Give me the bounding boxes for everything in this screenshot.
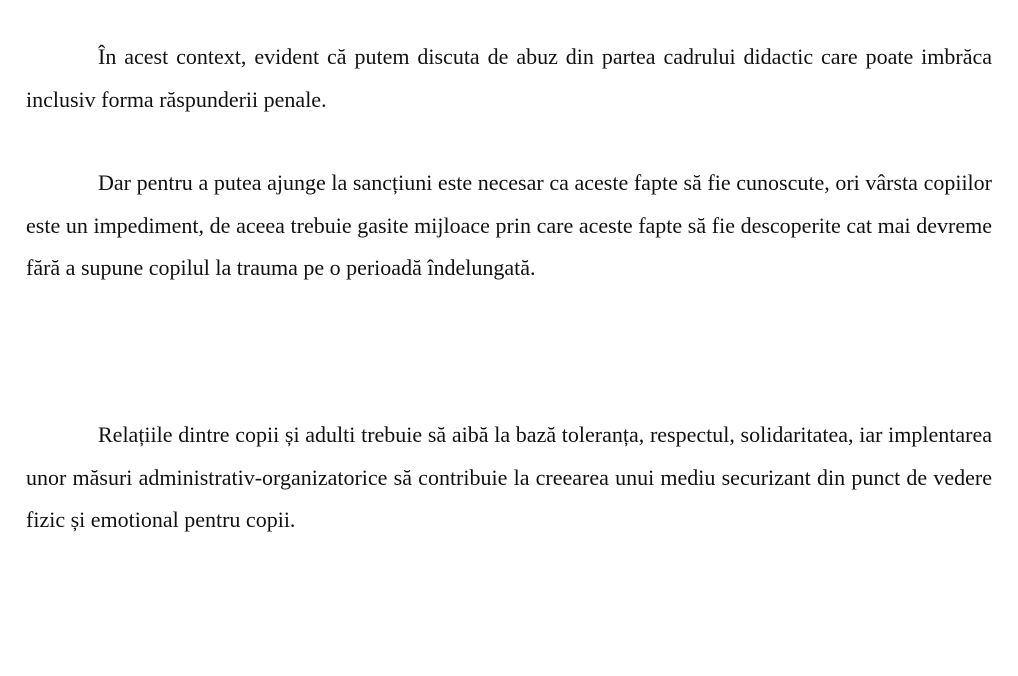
paragraph-abuse-context: În acest context, evident că putem discuta de abuz din partea cadrului didactic care poate imbrăca inclusiv forma răspunderii penale. <box>26 44 992 112</box>
paragraph-relationships: Relațiile dintre copii și adulti trebuie să aibă la bază toleranța, respectul, solidaritatea, iar implentarea unor măsuri administrativ-organizatorice să contribuie la creearea unui mediu securizant din punct de vedere fizic și emotional pentru copii. <box>26 422 992 532</box>
paragraph-sanctions: Dar pentru a putea ajunge la sancțiuni este necesar ca aceste fapte să fie cunoscute, ori vârsta copiilor este un impediment, de aceea trebuie gasite mijloace prin care aceste fapte să fie descoperite cat mai devreme fără a supune copilul la trauma pe o perioadă îndelungată. <box>26 170 992 280</box>
